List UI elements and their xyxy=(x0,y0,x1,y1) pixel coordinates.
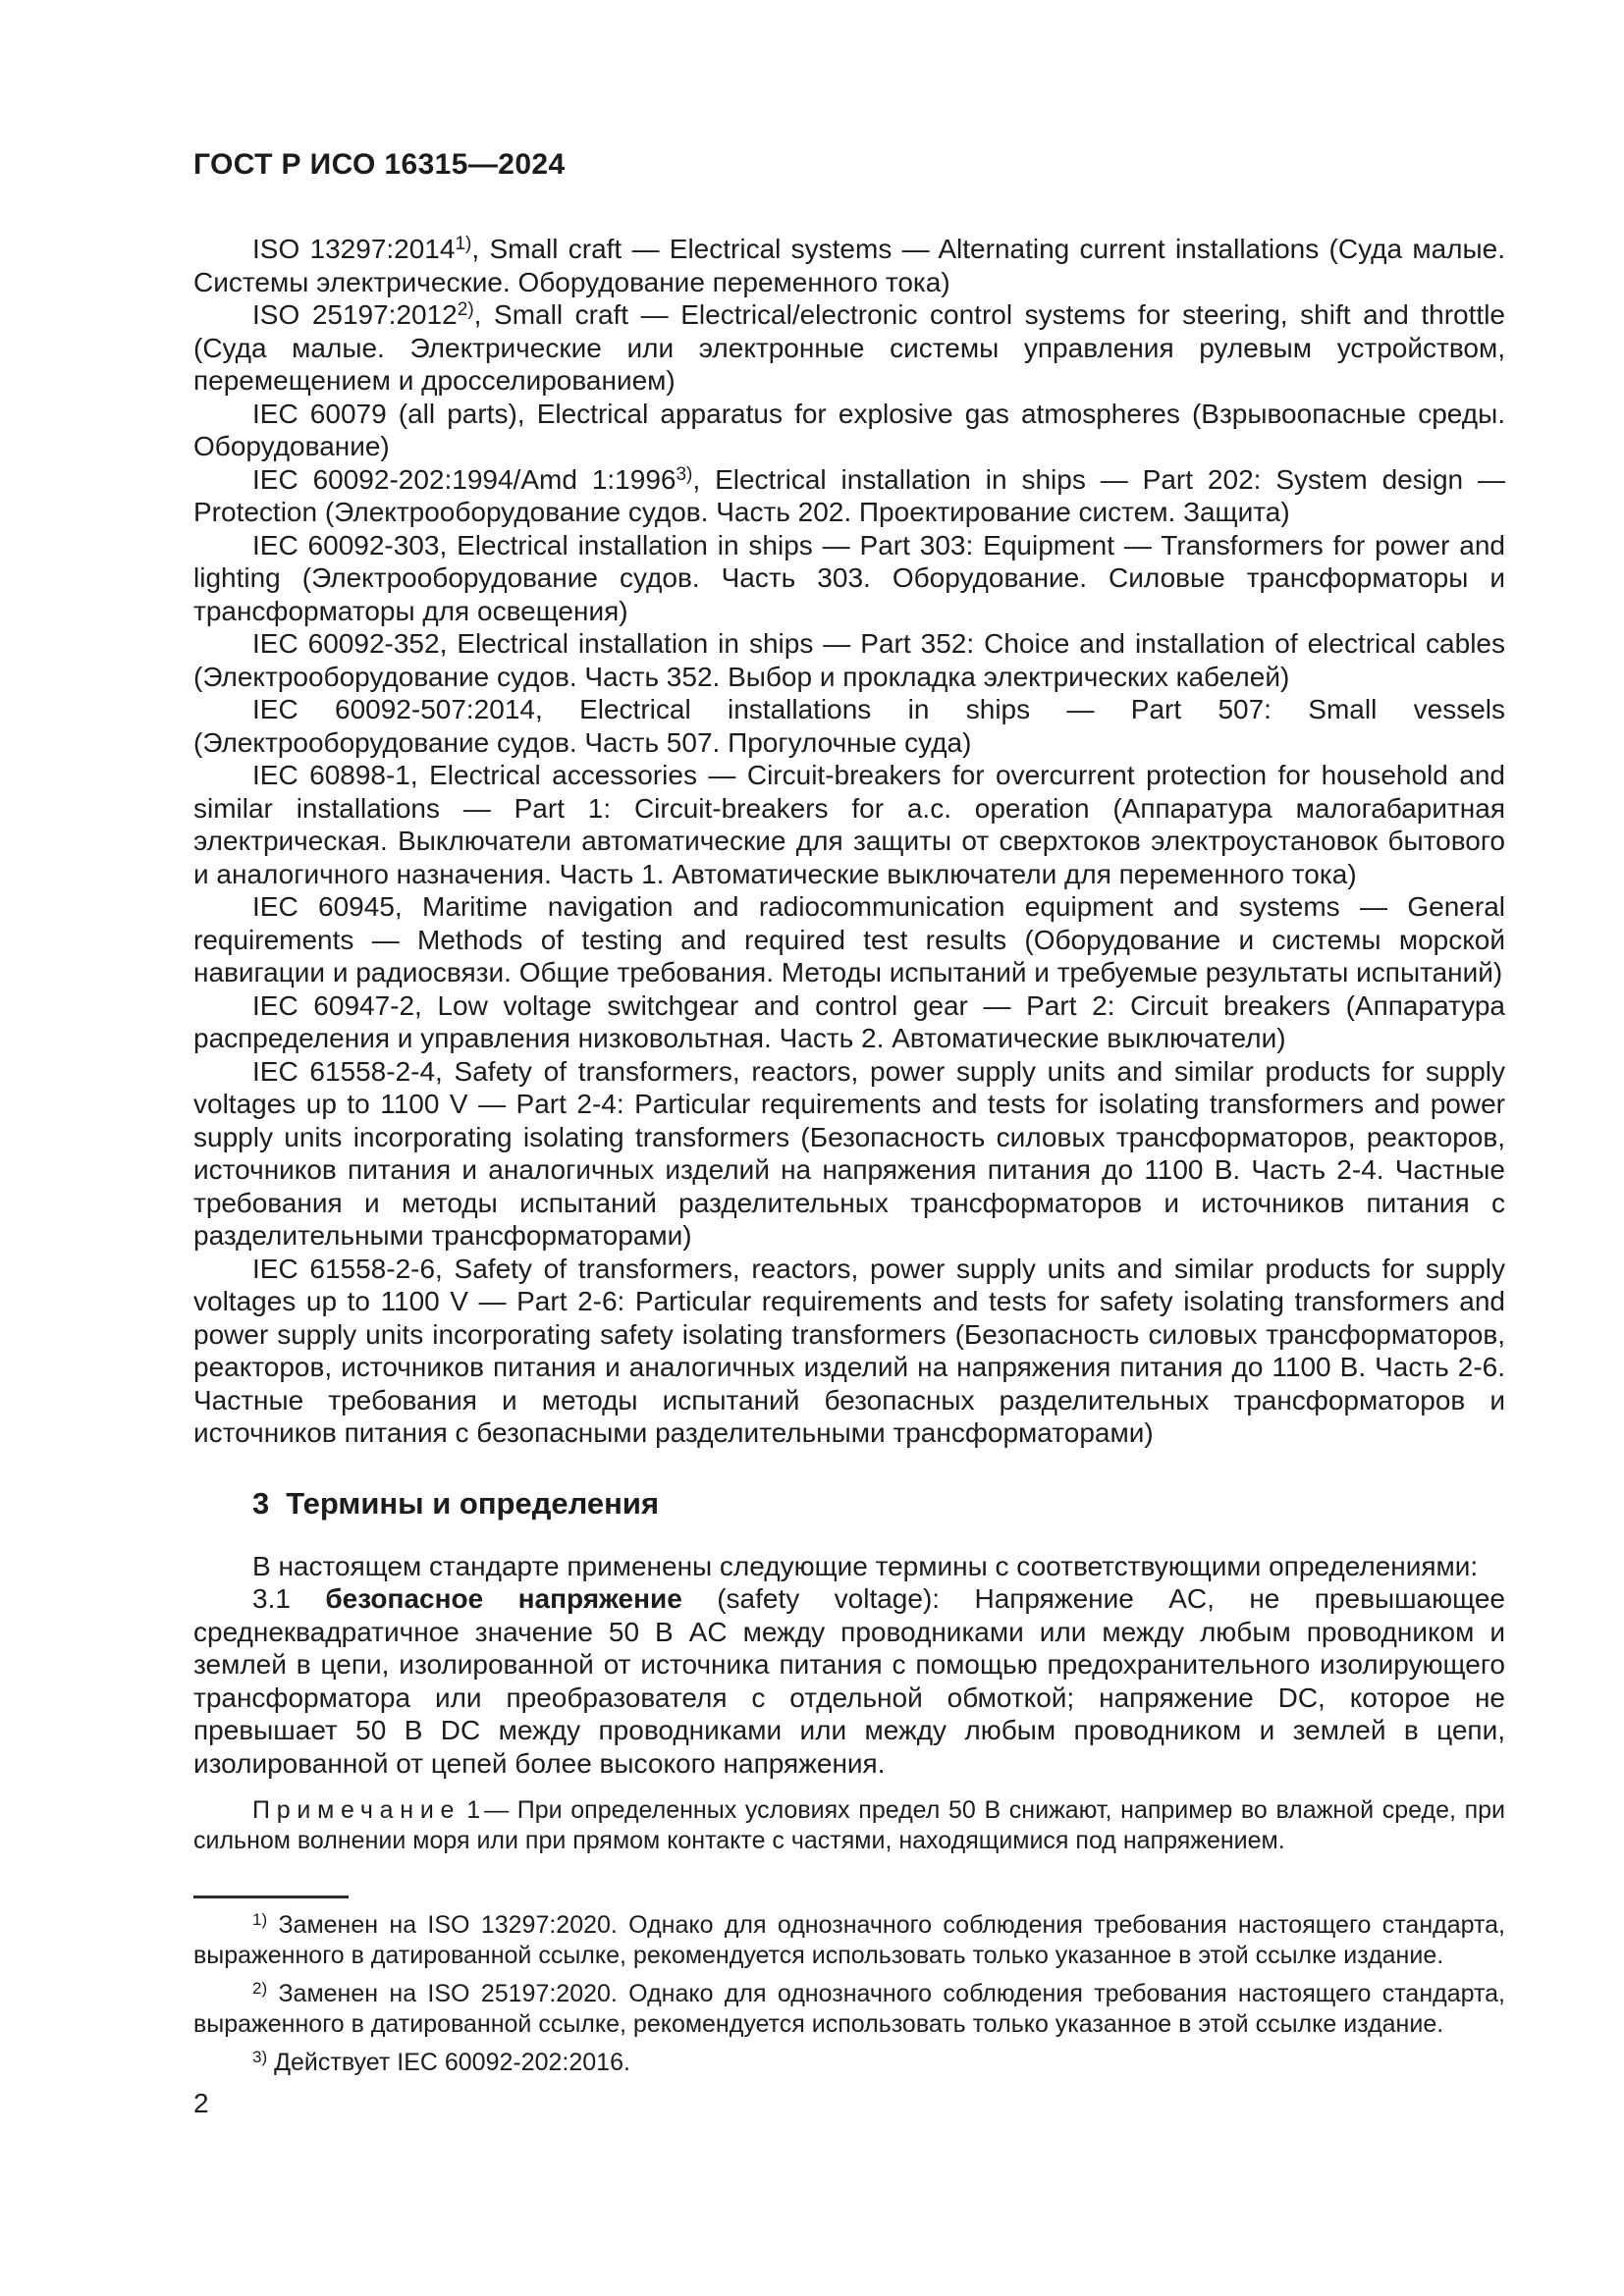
reference-paragraph: IEC 60092-202:1994/Amd 1:1996$^{3)}$, Electrical installation in ships — Part 202: System design — Protection (Электрооборудование судов. Часть 202. Проектирование систем. Защита) xyxy=(193,463,1506,527)
note-paragraph xyxy=(193,1795,1505,1856)
reference-paragraph: ISO 25197:2012$^{2)}$, Small craft — Electrical/electronic control systems for steering, shift and throttle (Суда малые. Электрические или электронные системы управления рулевым устройством, перемещением и дросселированием) xyxy=(193,299,1505,396)
term-definition-paragraph xyxy=(193,1582,1505,1780)
footnote-text: Заменен на ISO 13297:2020. Однако для однозначного соблюдения требования настоящего стандарта, выраженного в датированной ссылке, рекомендуется использовать только указанное в этой ссылке издание. xyxy=(193,1911,1505,1969)
reference-paragraph: IEC 60079 (all parts), Electrical apparatus for explosive gas atmospheres (Взрывоопасные среды. Оборудование) xyxy=(193,398,1505,461)
page-number: 2 xyxy=(193,2088,209,2118)
footnote-separator-rule xyxy=(193,1896,349,1898)
section-intro-paragraph: В настоящем стандарте применены следующие термины с соответствующими определениями: xyxy=(252,1550,1479,1581)
term-number: 3.1 xyxy=(252,1583,326,1614)
reference-paragraph: IEC 60947-2, Low voltage switchgear and control gear — Part 2: Circuit breakers (Аппаратура распределения и управления низковольтная. Часть 2. Автоматические выключатели) xyxy=(193,989,1505,1053)
reference-paragraph: IEC 60092-303, Electrical installation in ships — Part 303: Equipment — Transformers for power and lighting (Электрооборудование судов. Часть 303. Оборудование. Силовые трансформаторы и трансформаторы для освещения) xyxy=(193,529,1505,626)
footnotes-list xyxy=(193,1910,1505,2078)
footnote-marker: 2) xyxy=(252,1979,268,1998)
reference-paragraph: IEC 60092-507:2014, Electrical installations in ships — Part 507: Small vessels (Электрооборудование судов. Часть 507. Прогулочные суда) xyxy=(193,694,1505,758)
normative-references-list xyxy=(193,233,1505,1450)
footnote-area xyxy=(193,1896,1505,2078)
note-dash: — xyxy=(484,1796,510,1824)
term-name-english: (safety voltage): xyxy=(681,1583,975,1614)
footnote-paragraph xyxy=(193,1910,1505,1971)
reference-paragraph: IEC 61558-2-4, Safety of transformers, reactors, power supply units and similar products for supply voltages up to 1100 V — Part 2-4: Particular requirements and tests for isolating transformers and power supply units incorporating isolating transformers (Безопасность силовых трансформаторов, реакторов, источников питания и аналогичных изделий на напряжения питания до 1100 В. Часть 2-4. Частные требования и методы испытаний разделительных трансформаторов и источников питания с разделительными трансформаторами) xyxy=(193,1055,1505,1251)
note-label: Примечание xyxy=(252,1796,461,1824)
page-content xyxy=(193,147,1505,2119)
note-number: 1 xyxy=(466,1796,481,1824)
note-text: При определенных условиях предел 50 В снижают, например во влажной среде, при сильном волнении моря или при прямом контакте с частями, находящимися под напряжением. xyxy=(193,1796,1505,1854)
footnote-marker: 3) xyxy=(252,2048,268,2066)
footnote-text: Заменен на ISO 25197:2020. Однако для однозначного соблюдения требования настоящего стандарта, выраженного в датированной ссылке, рекомендуется использовать только указанное в этой ссылке издание. xyxy=(193,1980,1505,2038)
running-header-standard-code: ГОСТ Р ИСО 16315—2024 xyxy=(193,148,566,181)
term-name-russian: безопасное напряжение xyxy=(325,1583,682,1614)
reference-paragraph: IEC 60898-1, Electrical accessories — Circuit-breakers for overcurrent protection for household and similar installations — Part 1: Circuit-breakers for a.c. operation (Аппаратура малогабаритная электрическая. Выключатели автоматические для защиты от сверхтоков электроустановок бытового и аналогичного назначения. Часть 1. Автоматические выключатели для переменного тока) xyxy=(193,760,1505,889)
term-definition-text: Напряжение AC, не превышающее среднеквадратичное значение 50 В AC между проводниками или между любым проводником и землей в цепи, изолированной от источника питания с помощью предохранительного изолирующего трансформатора или преобразователя с отдельной обмоткой; напряжение DC, которое не превышает 50 В DC между проводниками или между любым проводником и землей в цепи, изолированной от цепей более высокого напряжения. xyxy=(193,1583,1505,1779)
footnote-text: Действует IEC 60092-202:2016. xyxy=(274,2049,630,2076)
footnote-marker: 1) xyxy=(252,1910,268,1929)
section-number: 3 xyxy=(252,1485,270,1521)
reference-paragraph: IEC 60092-352, Electrical installation in ships — Part 352: Choice and installation of electrical cables (Электрооборудование судов. Часть 352. Выбор и прокладка электрических кабелей) xyxy=(193,628,1505,692)
reference-paragraph: IEC 60945, Maritime navigation and radiocommunication equipment and systems — General requirements — Methods of testing and required test results (Оборудование и системы морской навигации и радиосвязи. Общие требования. Методы испытаний и требуемые результаты испытаний) xyxy=(193,891,1505,988)
footnote-paragraph xyxy=(193,2048,1505,2078)
section-title: Термины и определения xyxy=(286,1485,660,1521)
footnote-paragraph xyxy=(193,1979,1505,2040)
reference-paragraph: IEC 61558-2-6, Safety of transformers, reactors, power supply units and similar products for supply voltages up to 1100 V — Part 2-6: Particular requirements and tests for safety isolating transformers and power supply units incorporating safety isolating transformers (Безопасность силовых трансформаторов, реакторов, источников питания и аналогичных изделий на напряжения питания до 1100 В. Часть 2-6. Частные требования и методы испытаний безопасных разделительных трансформаторов и источников питания с безопасными разделительными трансформаторами) xyxy=(193,1253,1505,1448)
section-heading xyxy=(193,1485,1505,1522)
reference-paragraph: ISO 13297:2014$^{1)}$, Small craft — Electrical systems — Alternating current installations (Суда малые. Системы электрические. Оборудование переменного тока) xyxy=(193,234,1505,297)
